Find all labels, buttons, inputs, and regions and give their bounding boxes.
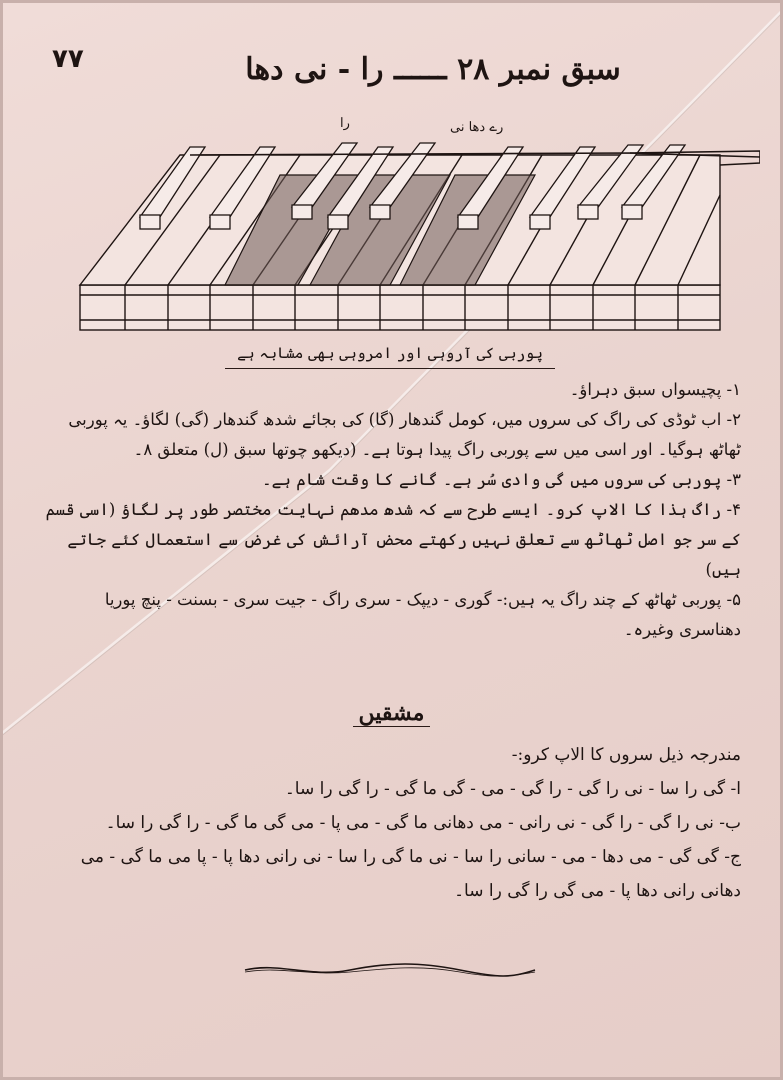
- paragraph: ۱- پچیسواں سبق دہراؤ۔: [569, 380, 741, 399]
- paragraph: ۵- پوربی ٹھاٹھ کے چند راگ یہ ہیں:- گوری - دیپک - سری راگ - جیت سری - بسنت - پنچ پوریا دھناسری وغیرہ۔: [104, 590, 741, 639]
- key-label: را: [340, 116, 350, 131]
- lesson-title: سبق نمبر ۲۸ ــــــ را - نی دھا: [245, 52, 621, 87]
- keyboard-caption: پوربی کی آروہی اور امروہی بھی مشابہ ہے: [237, 344, 543, 362]
- paragraph: ۴- راگ ہذا کا الاپ کرو۔ ایسے طرح سے کہ شدھ مدھم نہایت مختصر طور پر لگاؤ (اسی قسم کے سر جو اصل ٹھاٹھ سے تعلق نہیں رکھتے محض آرائش کی غرض سے استعمال کئے جاتے ہیں): [45, 500, 741, 579]
- exercise-item: ب- نی را گی - را گی - نی رانی - می دھانی ما گی - می پا - می گی ما گی - را گی را سا۔: [105, 813, 741, 833]
- lesson-paragraphs: [40, 375, 741, 645]
- page-number: ۷۷: [52, 44, 84, 74]
- ornamental-divider: [240, 960, 540, 980]
- exercises-block: [40, 738, 741, 908]
- exercises-heading: [0, 700, 783, 726]
- caption-underline: [225, 368, 555, 369]
- paragraph: ۳- پوربی کی سروں میں گی وادی سُر ہے۔ گانے کا وقت شام ہے۔: [261, 470, 741, 489]
- exercises-intro: مندرجہ ذیل سروں کا الاپ کرو:-: [511, 745, 741, 765]
- piano-keyboard-illustration: [70, 135, 760, 345]
- exercises-heading-text: مشقیں: [353, 700, 431, 727]
- exercise-item: ا- گی را سا - نی را گی - را گی - می - گی ما گی - را گی را سا۔: [284, 779, 741, 799]
- key-labels: [300, 112, 540, 136]
- key-label: رے دھا نی: [450, 120, 504, 135]
- exercise-item: ج- گی گی - می دھا - می - سانی را سا - نی ما گی را سا - نی رانی دھا پا - پا می ما گی - می دھانی رانی دھا پا - می گی را گی را سا۔: [80, 847, 741, 901]
- paragraph: ۲- اب ٹوڈی کی راگ کی سروں میں، کومل گندھار (گا) کی بجائے شدھ گندھار (گی) لگاؤ۔ یہ پوربی ٹھاٹھ ہوگیا۔ اور اسی میں سے پوربی راگ پیدا ہوتا ہے۔ (دیکھو چوتھا سبق (ل) متعلق ۸۔: [68, 410, 741, 459]
